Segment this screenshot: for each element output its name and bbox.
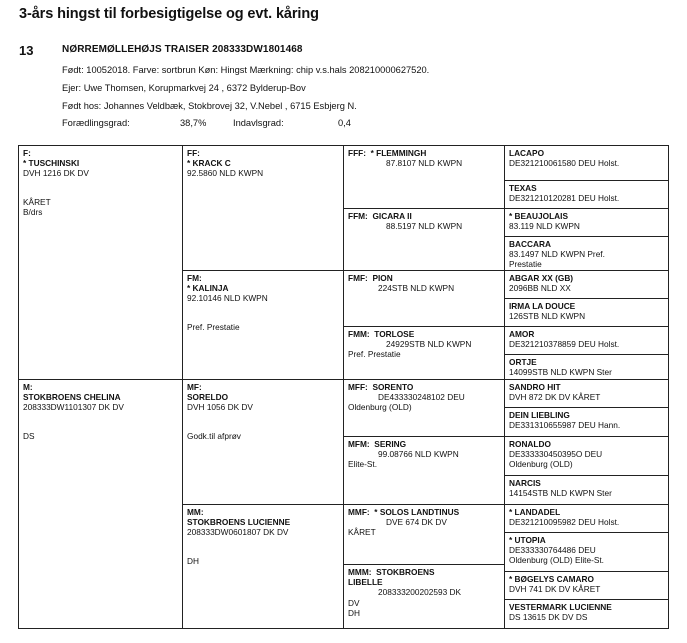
birth-info: Født: 10052018. Farve: sortbrun Køn: Hingst Mærkning: chip v.s.hals 208210000627520.	[62, 65, 430, 75]
mmm-color: DH	[348, 607, 360, 618]
fmf-detail: 224STB NLD KWPN	[378, 283, 455, 294]
inbreeding-label: Indavlsgrad:	[233, 118, 284, 128]
mmf-name: * SOLOS LANDTINUS	[374, 507, 460, 517]
ancestor-name: BACCARA	[509, 239, 551, 249]
sire-name: * TUSCHINSKI	[23, 158, 80, 169]
ancestor-name: ABGAR XX (GB)	[509, 273, 574, 283]
sire-color: B/drs	[23, 206, 43, 217]
ancestor-name: * BEAUJOLAIS	[509, 211, 569, 221]
gen4-ancestor-ffma	[504, 208, 669, 237]
ancestor-detail: DVH 741 DK DV KÅRET	[509, 584, 601, 595]
fm-note: Pref. Prestatie	[187, 321, 240, 332]
mfm-note: Elite-St.	[348, 459, 378, 470]
mmf-label: MMF:	[348, 507, 370, 517]
ancestor-name: IRMA LA DOUCE	[509, 301, 576, 311]
lot-number: 13	[19, 43, 34, 58]
dam-name: STOKBROENS CHELINA	[23, 392, 121, 403]
ancestor-detail: 2096BB NLD XX	[509, 283, 571, 294]
gen4-ancestor-mffa	[504, 379, 669, 408]
fm-cell	[182, 270, 344, 380]
ancestor-name: TEXAS	[509, 183, 537, 193]
mf-note: Godk.til afprøv	[187, 430, 241, 441]
ancestor-detail-cont: Oldenburg (OLD) Elite-St.	[509, 555, 604, 566]
sire-note: KÅRET	[23, 196, 51, 207]
mff-note: Oldenburg (OLD)	[348, 402, 412, 413]
ancestor-detail: DE333330764486 DEU	[509, 545, 596, 556]
gen4-ancestor-mfmb	[504, 475, 669, 505]
fmm-note: Pref. Prestatie	[348, 349, 401, 360]
ffm-detail: 88.5197 NLD KWPN	[386, 221, 463, 232]
ancestor-name: RONALDO	[509, 439, 551, 449]
fm-name: * KALINJA	[187, 283, 229, 294]
fmm-name: TORLOSE	[374, 329, 415, 339]
dam-cell	[18, 379, 183, 629]
breeding-stats	[62, 118, 351, 128]
sire-cell	[18, 145, 183, 380]
ffm-cell	[343, 208, 505, 271]
gen4-ancestor-mmfb	[504, 532, 669, 572]
mfm-cell	[343, 436, 505, 505]
mmm-label: MMM:	[348, 567, 372, 577]
ff-name: * KRACK C	[187, 158, 231, 169]
gen4-ancestor-mfma	[504, 436, 669, 476]
sire-detail: DVH 1216 DK DV	[23, 168, 89, 179]
fm-detail: 92.10146 NLD KWPN	[187, 293, 268, 304]
fff-cell	[343, 145, 505, 209]
ff-cell	[182, 145, 344, 271]
gen4-ancestor-fmmb	[504, 354, 669, 380]
page-title: 3-års hingst til forbesigtigelse og evt. kåring	[19, 6, 319, 22]
horse-name: NØRREMØLLEHØJS TRAISER 208333DW1801468	[62, 44, 303, 55]
ancestor-name: AMOR	[509, 329, 535, 339]
mmm-name: STOKBROENS	[376, 567, 435, 577]
sire-label: F:	[23, 148, 31, 158]
gen4-ancestor-mmfa	[504, 504, 669, 533]
mfm-name: SERING	[374, 439, 407, 449]
mm-cell	[182, 504, 344, 629]
gen4-ancestor-fffa	[504, 145, 669, 181]
ancestor-detail: DE321210095982 DEU Holst.	[509, 517, 620, 528]
ancestor-detail: 126STB NLD KWPN	[509, 311, 586, 322]
mmf-cell	[343, 504, 505, 565]
ffm-label: FFM:	[348, 211, 368, 221]
ancestor-detail: DE333330450395O DEU	[509, 449, 603, 460]
dam-detail: 208333DW1101307 DK DV	[23, 402, 124, 413]
gen4-ancestor-mmmb	[504, 599, 669, 629]
ancestor-detail: 14154STB NLD KWPN Ster	[509, 488, 612, 499]
gen4-ancestor-fmfa	[504, 270, 669, 299]
mmf-detail: DVE 674 DK DV	[386, 517, 447, 528]
ancestor-detail: DE321210061580 DEU Holst.	[509, 158, 620, 169]
ancestor-detail: DVH 872 DK DV KÅRET	[509, 392, 601, 403]
mf-detail: DVH 1056 DK DV	[187, 402, 253, 413]
ancestor-name: * UTOPIA	[509, 535, 546, 545]
gen4-ancestor-mmma	[504, 571, 669, 600]
fmm-cell	[343, 326, 505, 380]
inbreeding-value: 0,4	[338, 118, 351, 128]
ff-detail: 92.5860 NLD KWPN	[187, 168, 264, 179]
fmf-name: PION	[372, 273, 393, 283]
mmm-detail: 208333200202593 DK	[378, 587, 462, 598]
ancestor-name: DEIN LIEBLING	[509, 410, 570, 420]
mmf-note: KÅRET	[348, 527, 376, 538]
fmm-detail: 24929STB NLD KWPN	[386, 339, 472, 350]
ancestor-name: ORTJE	[509, 357, 537, 367]
breeding-label: Forædlingsgrad:	[62, 118, 130, 128]
gen4-ancestor-mffb	[504, 407, 669, 437]
pedigree-table	[18, 145, 669, 629]
fmf-label: FMF:	[348, 273, 368, 283]
ancestor-name: * BØGELYS CAMARO	[509, 574, 594, 584]
ancestor-detail: DE321210120281 DEU Holst.	[509, 193, 620, 204]
dam-label: M:	[23, 382, 33, 392]
mm-detail: 208333DW0601807 DK DV	[187, 527, 289, 538]
ancestor-detail: DS 13615 DK DV DS	[509, 612, 588, 623]
ancestor-name: * LANDADEL	[509, 507, 561, 517]
ffm-name: GICARA II	[372, 211, 412, 221]
ancestor-detail: 14099STB NLD KWPN Ster	[509, 367, 612, 378]
fff-label: FFF:	[348, 148, 366, 158]
ancestor-detail: DE331310655987 DEU Hann.	[509, 420, 621, 431]
mff-cell	[343, 379, 505, 437]
fmf-cell	[343, 270, 505, 327]
ancestor-name: LACAPO	[509, 148, 545, 158]
mfm-detail: 99.08766 NLD KWPN	[378, 449, 459, 460]
fff-detail: 87.8107 NLD KWPN	[386, 158, 463, 169]
ancestor-name: SANDRO HIT	[509, 382, 561, 392]
ancestor-detail: DE321210378859 DEU Holst.	[509, 339, 620, 350]
mff-detail: DE433330248102 DEU	[378, 392, 465, 403]
mfm-label: MFM:	[348, 439, 370, 449]
mff-name: SORENTO	[372, 382, 414, 392]
mf-cell	[182, 379, 344, 505]
fmm-label: FMM:	[348, 329, 370, 339]
mff-label: MFF:	[348, 382, 368, 392]
mm-name: STOKBROENS LUCIENNE	[187, 517, 291, 528]
fm-label: FM:	[187, 273, 202, 283]
mf-label: MF:	[187, 382, 202, 392]
gen4-ancestor-fffb	[504, 180, 669, 209]
ancestor-name: VESTERMARK LUCIENNE	[509, 602, 612, 612]
fff-name: * FLEMMINGH	[370, 148, 427, 158]
ancestor-detail-cont: Oldenburg (OLD)	[509, 459, 573, 470]
mm-label: MM:	[187, 507, 204, 517]
breeding-value: 38,7%	[180, 118, 207, 128]
ancestor-detail-cont: Prestatie	[509, 259, 542, 270]
mm-note: DH	[187, 555, 199, 566]
gen4-ancestor-fmfb	[504, 298, 669, 327]
mmm-note: DV	[348, 597, 360, 608]
ff-label: FF:	[187, 148, 200, 158]
owner-info: Ejer: Uwe Thomsen, Korupmarkvej 24 , 6372 Bylderup-Bov	[62, 83, 306, 93]
ancestor-detail: 83.1497 NLD KWPN Pref.	[509, 249, 605, 260]
mmm-name-cont: LIBELLE	[348, 577, 383, 588]
ancestor-detail: 83.119 NLD KWPN	[509, 221, 580, 232]
breeder-info: Født hos: Johannes Veldbæk, Stokbrovej 32, V.Nebel , 6715 Esbjerg N.	[62, 101, 357, 111]
gen4-ancestor-fmma	[504, 326, 669, 355]
mmm-cell	[343, 564, 505, 629]
dam-note: DS	[23, 430, 35, 441]
ancestor-name: NARCIS	[509, 478, 541, 488]
mf-name: SORELDO	[187, 392, 229, 403]
gen4-ancestor-ffmb	[504, 236, 669, 271]
